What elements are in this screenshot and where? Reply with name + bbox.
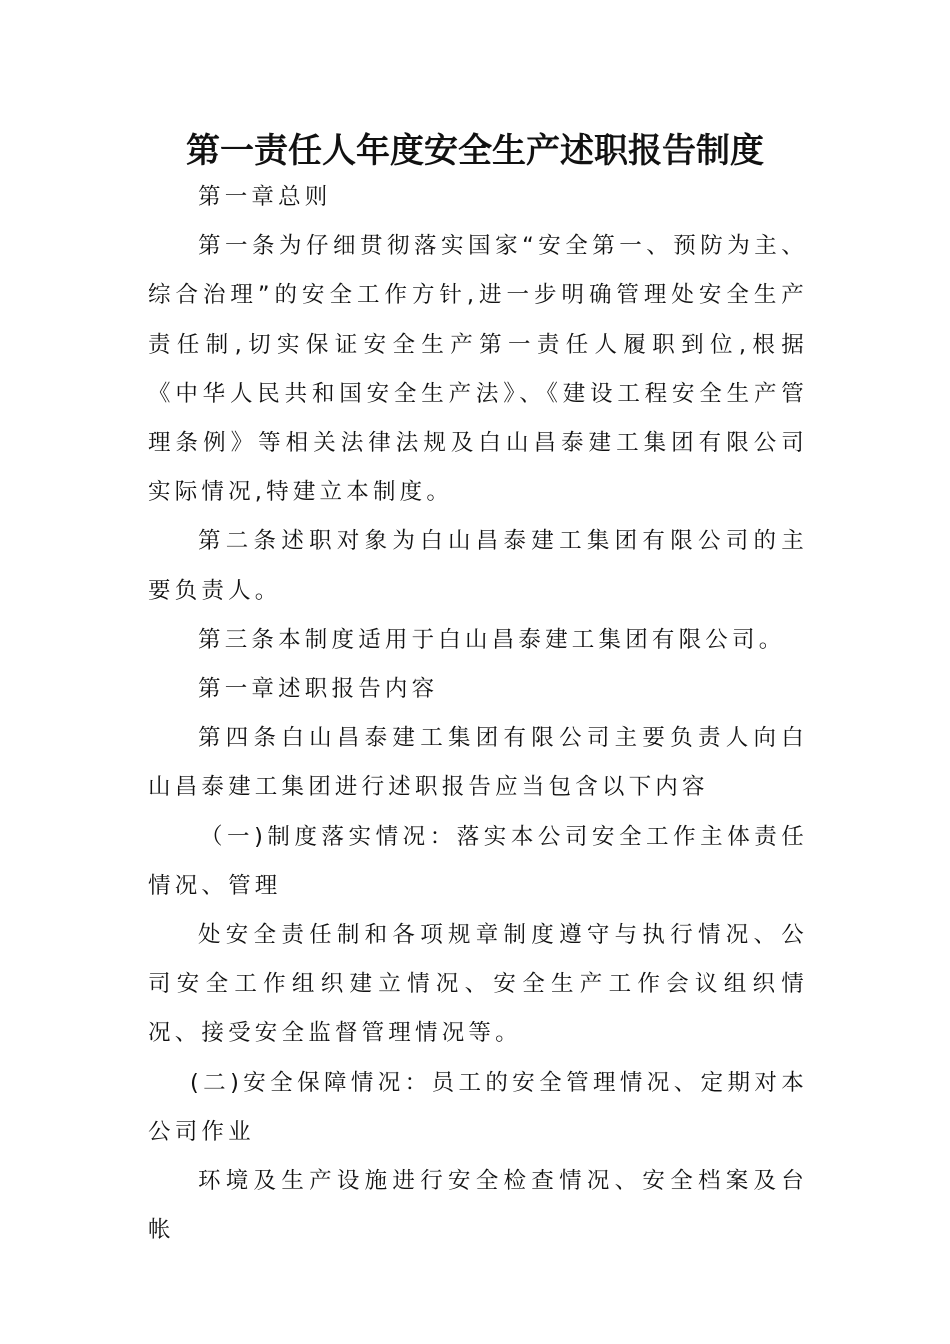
document-body <box>148 173 808 1255</box>
article-paragraph: 第三条本制度适用于白山昌泰建工集团有限公司。 <box>198 626 786 653</box>
chapter-heading: 第一章述职报告内容 <box>198 676 439 703</box>
list-item-paragraph: (二)安全保障情况：员工的安全管理情况、定期对本公司作业 <box>148 1069 808 1145</box>
article-paragraph: 第四条白山昌泰建工集团有限公司主要负责人向白山昌泰建工集团进行述职报告应当包含以下内容 <box>148 725 808 801</box>
chapter-heading: 第一章总则 <box>198 184 332 210</box>
list-item-paragraph: （一)制度落实情况：落实本公司安全工作主体责任情况、管理 <box>148 823 808 899</box>
continuation-paragraph: 处安全责任制和各项规章制度遵守与执行情况、公司安全工作组织建立情况、安全生产工作会议组织情况、接受安全监督管理情况等。 <box>148 922 808 1047</box>
article-paragraph: 第一条为仔细贯彻落实国家“安全第一、预防为主、综合治理”的安全工作方针,进一步明确管理处安全生产责任制,切实保证安全生产第一责任人履职到位,根据《中华人民共和国安全生产法》、《建设工程安全生产管理条例》等相关法律法规及白山昌泰建工集团有限公司实际情况,特建立本制度。 <box>148 233 808 506</box>
article-paragraph: 第二条述职对象为白山昌泰建工集团有限公司的主要负责人。 <box>148 528 808 604</box>
continuation-paragraph: 环境及生产设施进行安全检查情况、安全档案及台帐 <box>148 1168 808 1244</box>
document-title: 第一责任人年度安全生产述职报告制度 <box>186 131 764 171</box>
